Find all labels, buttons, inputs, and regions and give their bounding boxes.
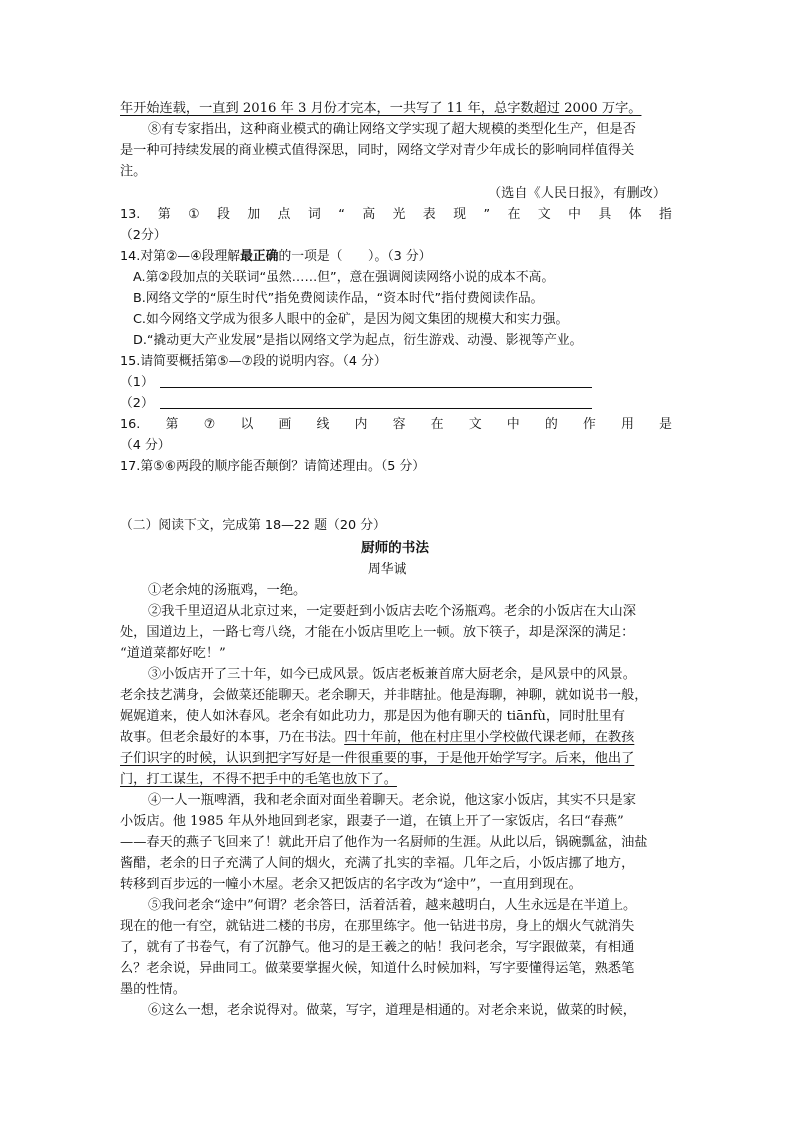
- text-line: 是一种可持续发展的商业模式值得深思，同时，网络文学对青少年成长的影响同样值得关: [120, 143, 635, 158]
- spread-char: 容: [392, 417, 406, 432]
- text-line: 注。: [120, 164, 147, 179]
- spread-char: 以: [240, 417, 254, 432]
- text-line: ——春天的燕子飞回来了！就此开启了他作为一名厨师的生涯。从此以后，锅碗瓢盆，油盐: [120, 835, 648, 850]
- text-line: 了，就有了书卷气，有了沉静气。他习的是王羲之的帖！我问老余，写字跟做菜，有相通: [120, 940, 635, 955]
- spread-char: 线: [316, 417, 330, 432]
- option-a: A.第②段加点的关联词“虽然……但”，意在强调阅读网络小说的成本不高。: [133, 270, 555, 285]
- spread-char: 内: [354, 417, 368, 432]
- paragraph-1: ①老余炖的汤瓶鸡，一绝。: [148, 583, 307, 598]
- article-title: 厨师的书法: [361, 540, 429, 556]
- spread-char: 具: [598, 207, 612, 222]
- paragraph-4: ④一人一瓶啤酒，我和老余面对面坐着聊天。老余说，他这家小饭店，其实不只是家: [148, 793, 636, 808]
- spread-char: 是: [659, 417, 672, 432]
- spread-char: 作: [583, 417, 596, 432]
- spread-char: 光: [392, 207, 406, 222]
- question-16: [120, 415, 672, 435]
- spread-char: 在: [507, 207, 521, 222]
- question-14-suffix: 的一项是（ ）。（3 分）: [278, 249, 432, 264]
- text-line: “道道菜都好吃！”: [120, 646, 226, 661]
- spread-char: 中: [568, 207, 581, 222]
- spread-char: 文: [537, 207, 551, 222]
- question-13-score: （2分）: [120, 228, 167, 243]
- spread-char: 用: [621, 417, 634, 432]
- text-line: 老余技艺满身，会做菜还能聊天。老余聊天，并非瞎扯。他是海聊，神聊，就如说书一般，: [120, 688, 648, 703]
- question-13: [120, 205, 672, 225]
- text-line: 么？老余说，异曲同工。做菜要掌握火候，知道什么时候加料，写字要懂得运笔，熟悉笔: [120, 961, 635, 976]
- text-line: 现在的他一有空，就钻进二楼的书房，在那里练字。他一钻进书房，身上的烟火气就消失: [120, 919, 635, 934]
- underlined-line: 门，打工谋生，不得不把手中的毛笔也放下了。: [120, 772, 397, 787]
- paragraph-3: ③小饭店开了三十年，如今已成风景。饭店老板兼首席大厨老余，是风景中的风景。: [148, 667, 636, 682]
- spread-char: 画: [278, 417, 292, 432]
- spread-char: 现: [453, 207, 466, 222]
- spread-char: 文: [468, 417, 482, 432]
- option-d: D.“撬动更大产业发展”是指以网络文学为起点，衍生游戏、动漫、影视等产业。: [133, 333, 583, 348]
- text-line: 娓娓道来，使人如沐春风。老余有如此功力，那是因为他有聊天的 tiānfù，同时肚里有: [120, 709, 625, 724]
- spread-char: 指: [659, 207, 672, 222]
- spread-char: 第: [165, 417, 179, 432]
- option-c: C.如今网络文学成为很多人眼中的金矿，是因为阅文集团的规模大和实力强。: [133, 312, 569, 327]
- question-17: 17.第⑤⑥两段的顺序能否颠倒？请简述理由。（5 分）: [120, 459, 426, 474]
- text-line: 年开始连载，一直到 2016 年 3 月份才完本，一共写了 11 年，总字数超过 2000 万字。: [120, 101, 642, 116]
- question-16-score: （4 分）: [120, 438, 171, 453]
- text-line: 小饭店。他 1985 年从外地回到老家，跟妻子一道，在镇上开了一家饭店，名曰“春燕”: [120, 814, 624, 829]
- underlined-line: 子们识字的时候，认识到把字写好是一件很重要的事，于是他开始学写字。后来，他出了: [120, 751, 635, 766]
- question-14: [120, 247, 431, 267]
- answer-2-line[interactable]: [160, 408, 592, 409]
- spread-char: 词: [307, 207, 321, 222]
- spread-char: 13.: [120, 207, 141, 222]
- spread-char: 的: [544, 417, 558, 432]
- question-14-prefix: 14.对第②—④段理解: [120, 249, 241, 264]
- spread-char: 在: [430, 417, 444, 432]
- text-line: 墨的性情。: [120, 982, 186, 997]
- spread-char: 点: [277, 207, 291, 222]
- section-header: （二）阅读下文，完成第 18—22 题（20 分）: [120, 518, 386, 533]
- answer-1-label: （1）: [120, 375, 154, 390]
- spread-char: ”: [483, 207, 491, 222]
- spread-char: 第: [157, 207, 171, 222]
- spread-char: ⑦: [203, 417, 216, 432]
- text-line: [120, 728, 634, 748]
- paragraph-6: ⑥这么一想，老余说得对。做菜，写字，道理是相通的。对老余来说，做菜的时候，: [148, 1003, 636, 1018]
- question-14-emphasis: 最正确: [240, 249, 279, 264]
- spread-char: ①: [188, 207, 200, 222]
- paragraph-8: ⑧有专家指出，这种商业模式的确让网络文学实现了超大规模的类型化生产，但是否: [148, 122, 636, 137]
- spread-char: 体: [628, 207, 642, 222]
- text-line: 处，国道边上，一路七弯八绕，才能在小饭店里吃上一顿。放下筷子，却是深深的满足：: [120, 625, 635, 640]
- spread-char: 段: [217, 207, 230, 222]
- spread-char: 加: [247, 207, 261, 222]
- question-15: 15.请简要概括第⑤—⑦段的说明内容。（4 分）: [120, 354, 387, 369]
- spread-char: 表: [422, 207, 436, 222]
- source-note: （选自《人民日报》，有删改）: [488, 186, 667, 201]
- text-line: 酱醋，老余的日子充满了人间的烟火，充满了扎实的幸福。几年之后，小饭店挪了地方，: [120, 856, 635, 871]
- spread-char: 中: [506, 417, 520, 432]
- spread-char: 16.: [120, 417, 141, 432]
- spread-char: 高: [362, 207, 376, 222]
- paragraph-5: ⑤我问老余“途中”何谓？老余答曰，活着活着，越来越明白，人生永远是在半道上。: [148, 898, 637, 913]
- answer-2-label: （2）: [120, 396, 154, 411]
- text-line: 转移到百步远的一幢小木屋。老余又把饭店的名字改为“途中”，一直用到现在。: [120, 877, 582, 892]
- option-b: B.网络文学的“原生时代”指免费阅读作品，“资本时代”指付费阅读作品。: [133, 291, 544, 306]
- text-segment: 故事。但老余最好的本事，乃在书法。: [120, 730, 345, 745]
- spread-char: “: [338, 207, 345, 222]
- article-author: 周华诚: [368, 562, 407, 577]
- answer-1-line[interactable]: [160, 387, 592, 388]
- underlined-segment: 四十年前，他在村庄里小学校做代课老师，在教孩: [344, 730, 635, 745]
- paragraph-2: ②我千里迢迢从北京过来，一定要赶到小饭店去吃个汤瓶鸡。老余的小饭店在大山深: [148, 604, 636, 619]
